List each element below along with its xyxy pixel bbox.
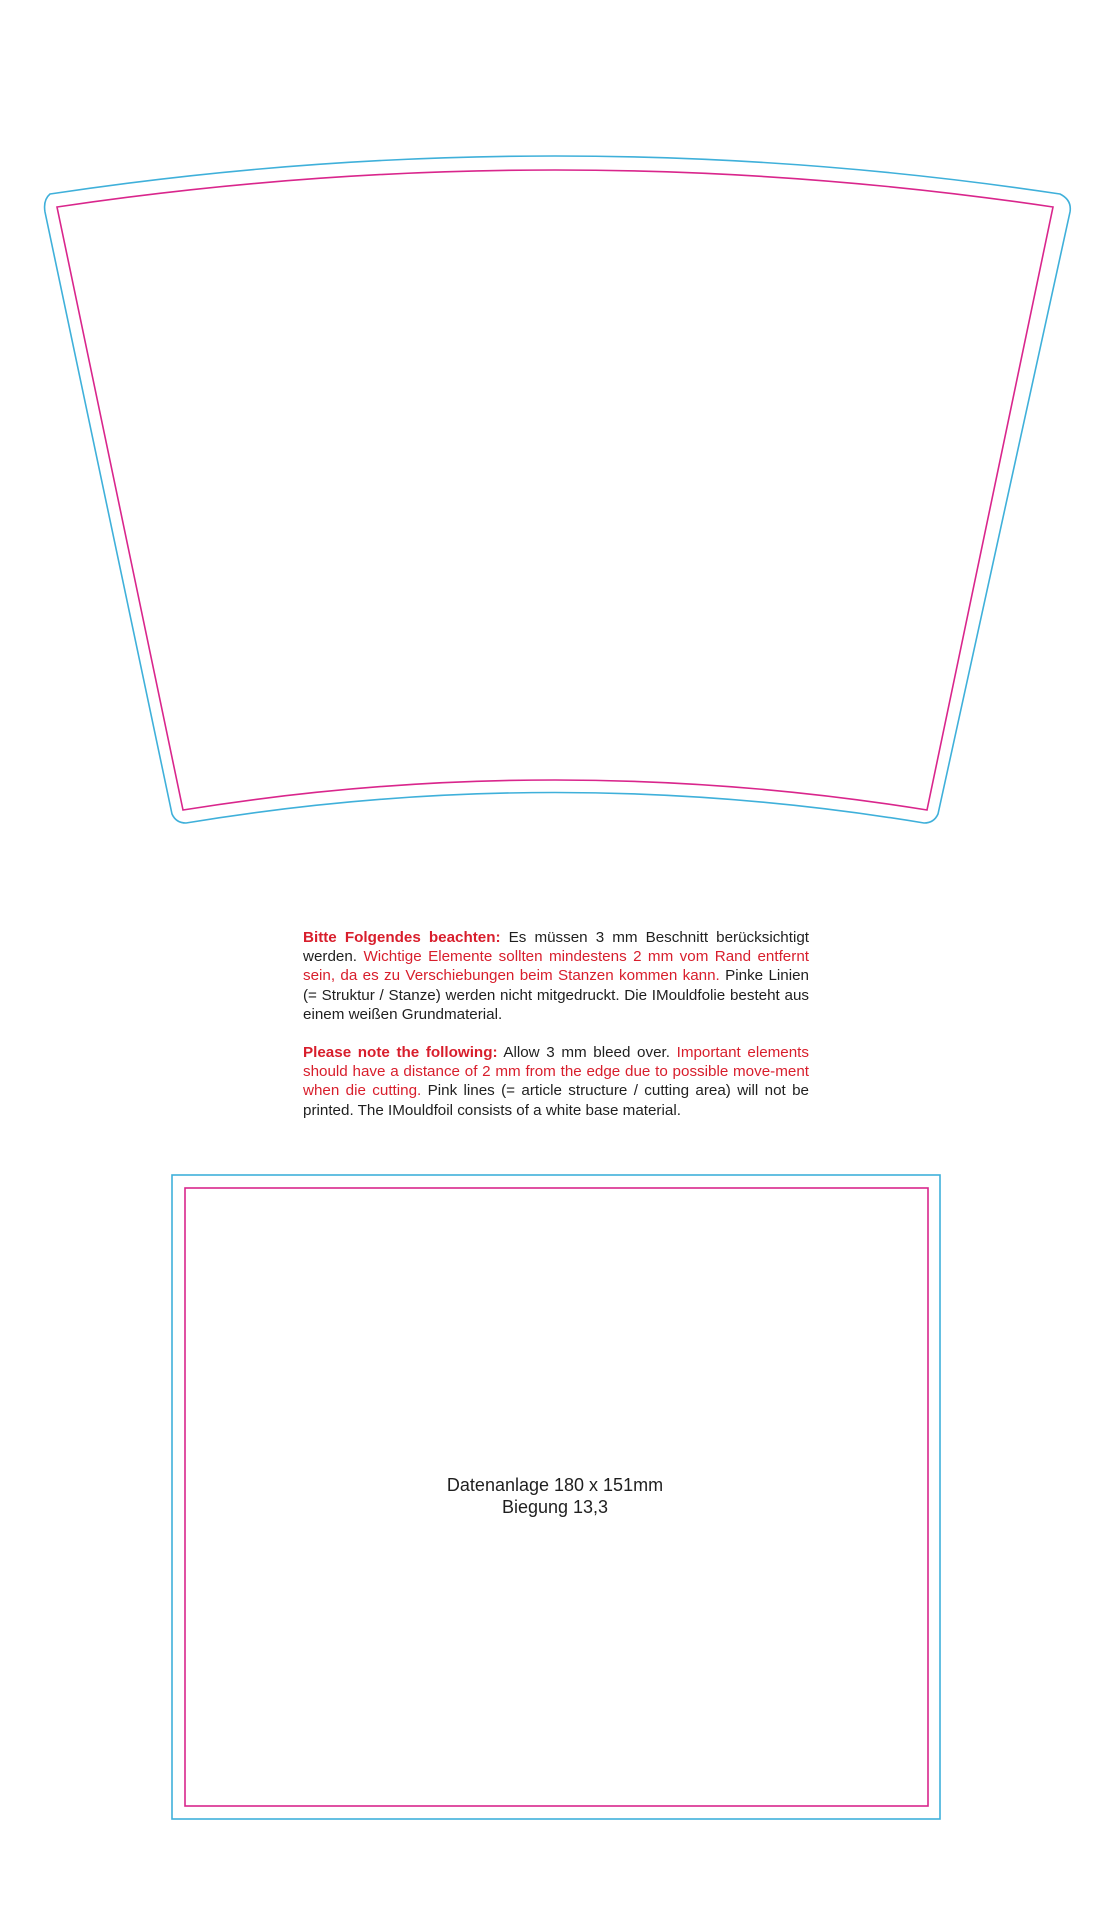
instructions-german	[303, 928, 809, 1024]
arc-template-cut-line	[57, 170, 1053, 810]
rect-template-bend: Biegung 13,3	[501, 1497, 609, 1517]
instructions-english-text-1: Allow 3 mm bleed over.	[497, 1044, 677, 1062]
instructions-english	[303, 1043, 809, 1120]
instructions-german-highlight: Wichtige Elemente sollten mindestens 2 mm vom Rand entfernt sein, da es zu Verschiebungen beim Stanzen kommen kann.	[303, 948, 809, 985]
instructions-german-heading: Bitte Folgendes beachten:	[303, 929, 501, 946]
arc-template-bleed-outline	[45, 156, 1071, 823]
instructions-english-highlight: Important elements should have a distance of 2 mm from the edge due to possible move-ment when die cutting.	[303, 1044, 809, 1100]
instructions-english-text-2: Pink lines (= article structure / cutting area) will not be printed. The IMouldfoil consists of a white base material.	[303, 1082, 810, 1119]
print-instructions	[303, 928, 809, 1120]
instructions-german-text-2: Pinke Linien (= Struktur / Stanze) werden nicht mitgedruckt. Die IMouldfolie besteht aus einem weißen Grundmaterial.	[303, 967, 809, 1023]
instructions-english-heading: Please note the following:	[303, 1044, 498, 1062]
rect-template-dimensions: Datenanlage 180 x 151mm	[446, 1475, 664, 1495]
rect-template-caption	[340, 1474, 770, 1518]
instructions-german-text-1: Es müssen 3 mm Beschnitt berücksichtigt werden.	[303, 929, 809, 966]
